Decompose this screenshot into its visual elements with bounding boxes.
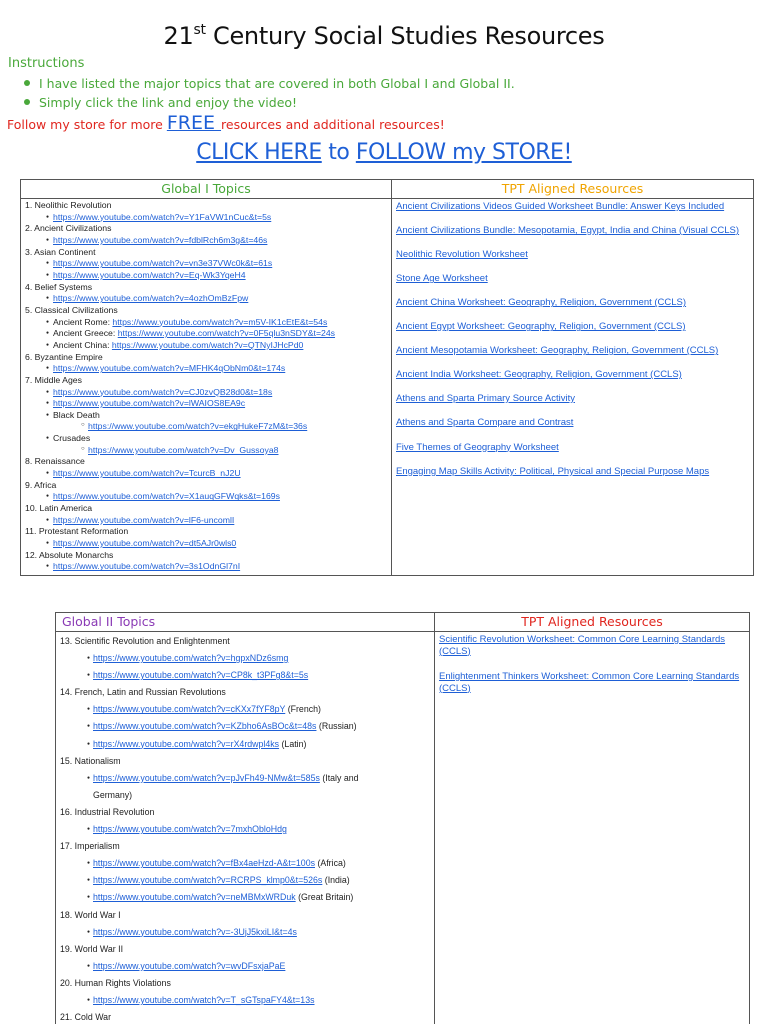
video-link[interactable]: https://www.youtube.com/watch?v=wvDFsxjaPaE xyxy=(93,960,286,971)
video-link[interactable]: https://www.youtube.com/watch?v=3s1OdnGl7nI xyxy=(53,561,241,572)
title-superscript: st xyxy=(193,22,206,38)
subtopic-item xyxy=(25,410,388,422)
global1-topics-cell xyxy=(21,199,392,576)
topic-heading: 2. Ancient Civilizations xyxy=(25,223,112,234)
resource-item xyxy=(396,249,749,261)
instruction-item xyxy=(24,74,515,93)
resource-link[interactable]: Athens and Sparta Primary Source Activity xyxy=(396,392,575,404)
follow-store-link[interactable] xyxy=(0,140,768,165)
topic-heading: 16. Industrial Revolution xyxy=(60,806,155,817)
resource-link[interactable]: Ancient Civilizations Bundle: Mesopotamia, Egypt, India and China (Visual CCLS) xyxy=(396,224,740,236)
video-suffix-continued: Germany) xyxy=(93,789,133,800)
video-list-item xyxy=(25,317,388,329)
subtopic-label: Crusades xyxy=(53,433,91,444)
topic-heading: 5. Classical Civilizations xyxy=(25,304,118,315)
video-list-item xyxy=(60,993,430,1010)
resource-item xyxy=(396,417,749,429)
video-list-item xyxy=(25,235,388,247)
topic-heading: 7. Middle Ages xyxy=(25,374,82,385)
topic-heading: 1. Neolithic Revolution xyxy=(25,200,112,210)
resource-item xyxy=(396,225,749,237)
topic-heading: 4. Belief Systems xyxy=(25,281,93,292)
video-suffix: (Italy and xyxy=(319,772,359,783)
video-label: Ancient Greece: xyxy=(53,328,118,339)
click-here-link[interactable]: CLICK HERE xyxy=(196,140,322,165)
title-text: Century Social Studies Resources xyxy=(205,22,605,50)
follow-my-store-link[interactable]: FOLLOW my STORE! xyxy=(355,140,572,165)
topic-heading: 12. Absolute Monarchs xyxy=(25,549,114,560)
resource-link[interactable]: Scientific Revolution Worksheet: Common Core Learning Standards (CCLS) xyxy=(439,634,726,657)
resource-item xyxy=(396,201,749,213)
video-suffix: (French) xyxy=(285,704,321,715)
resource-item xyxy=(396,321,749,333)
video-list-item xyxy=(25,387,388,399)
video-suffix: (Latin) xyxy=(279,738,307,749)
global1-topics-header: Global I Topics xyxy=(21,180,392,199)
topic-heading: 11. Protestant Reformation xyxy=(25,526,129,537)
topic-heading: 9. Africa xyxy=(25,479,57,490)
instruction-item xyxy=(24,93,515,112)
video-link[interactable]: https://www.youtube.com/watch?v=0F5qlu3nSDY&t=24s xyxy=(117,328,336,339)
video-link[interactable]: https://www.youtube.com/watch?v=RCRPS_klmp0&t=526s xyxy=(93,875,323,886)
video-list-item xyxy=(60,737,430,754)
global1-resources-cell xyxy=(392,199,754,576)
topic-heading: 10. Latin America xyxy=(25,503,93,514)
video-list-item xyxy=(60,651,430,668)
video-link[interactable]: https://www.youtube.com/watch?v=QTNyIJHcPd0 xyxy=(111,339,304,350)
topic-heading: 19. World War II xyxy=(60,943,124,954)
resource-item xyxy=(396,466,749,478)
follow-store-line xyxy=(7,112,445,134)
follow-pre-text: Follow my store for more xyxy=(7,117,167,132)
global1-table xyxy=(20,179,754,576)
video-list-item xyxy=(60,890,430,907)
subtopic-item xyxy=(25,433,388,445)
video-link[interactable]: https://www.youtube.com/watch?v=vn3e37VWc0k&t=61s xyxy=(53,258,273,269)
video-sublist-item xyxy=(25,421,388,433)
topic-heading: 3. Asian Continent xyxy=(25,246,96,257)
video-suffix: (Russian) xyxy=(316,721,357,732)
topic-heading: 14. French, Latin and Russian Revolutions xyxy=(60,687,226,698)
video-list-item xyxy=(25,212,388,224)
video-list-item xyxy=(60,719,430,736)
video-list-item xyxy=(25,561,388,573)
instructions-heading: Instructions xyxy=(8,56,85,71)
topic-heading: 20. Human Rights Violations xyxy=(60,977,171,988)
global1-resources-header: TPT Aligned Resources xyxy=(392,180,754,199)
topic-heading: 17. Imperialism xyxy=(60,841,120,852)
resource-item xyxy=(396,273,749,285)
follow-post-text: resources and additional resources! xyxy=(221,117,445,132)
topic-heading: 6. Byzantine Empire xyxy=(25,351,103,362)
resource-link[interactable]: Athens and Sparta Compare and Contrast xyxy=(396,417,574,429)
video-link[interactable]: https://www.youtube.com/watch?v=TcurcB_nJ2U xyxy=(53,468,241,479)
video-link[interactable]: https://www.youtube.com/watch?v=pJvFh49-NMw&t=585s xyxy=(93,772,320,783)
topic-heading: 18. World War I xyxy=(60,909,121,920)
bullet-icon xyxy=(24,99,30,105)
resource-item xyxy=(439,671,745,694)
resource-link[interactable]: Ancient China Worksheet: Geography, Religion, Government (CCLS) xyxy=(396,297,687,309)
video-label: Ancient Rome: xyxy=(53,316,113,327)
video-suffix: (India) xyxy=(322,875,350,886)
resource-item xyxy=(396,345,749,357)
video-link[interactable]: https://www.youtube.com/watch?v=CJ0zvQB28d0&t=18s xyxy=(53,386,273,397)
video-list-item xyxy=(60,822,430,839)
video-link[interactable]: https://www.youtube.com/watch?v=dt5AJr0wls0 xyxy=(53,538,237,549)
global2-topics-header: Global II Topics xyxy=(56,613,435,632)
title-number: 21 xyxy=(163,22,194,50)
video-list-item xyxy=(25,258,388,270)
video-list-item xyxy=(25,515,388,527)
video-sublist-item xyxy=(25,445,388,457)
instruction-text: I have listed the major topics that are covered in both Global I and Global II. xyxy=(39,76,515,91)
resource-item xyxy=(396,297,749,309)
global2-resources-cell xyxy=(435,632,750,1024)
resource-link[interactable]: Ancient Civilizations Videos Guided Worksheet Bundle: Answer Keys Included xyxy=(396,201,725,212)
video-suffix: (Africa) xyxy=(315,858,346,869)
video-link[interactable]: https://www.youtube.com/watch?v=T_sGTspaFY4&t=13s xyxy=(93,994,315,1005)
resource-link[interactable]: Ancient India Worksheet: Geography, Religion, Government (CCLS) xyxy=(396,369,682,381)
page-title xyxy=(0,22,768,50)
video-link[interactable]: https://www.youtube.com/watch?v=KZbho6AsBOc&t=48s xyxy=(93,721,317,732)
video-link[interactable]: https://www.youtube.com/watch?v=hgpxNDz6smg xyxy=(93,653,289,664)
video-list-item xyxy=(60,856,430,873)
video-list-item xyxy=(60,873,430,890)
instructions-list xyxy=(24,74,515,112)
video-link[interactable]: https://www.youtube.com/watch?v=lWAIOS8EA9c xyxy=(53,398,246,409)
video-link[interactable]: https://www.youtube.com/watch?v=fBx4aeHzd-A&t=100s xyxy=(93,858,315,869)
video-link[interactable]: https://www.youtube.com/watch?v=fdblRch6m3g&t=46s xyxy=(53,234,268,245)
resource-link[interactable]: Stone Age Worksheet xyxy=(396,273,488,285)
video-list-item xyxy=(25,398,388,410)
video-list-item xyxy=(25,328,388,340)
video-link[interactable]: https://www.youtube.com/watch?v=neMBMxWRDuk xyxy=(93,892,296,903)
video-link[interactable]: https://www.youtube.com/watch?v=ekgHukeF7zM&t=36s xyxy=(88,421,308,432)
resource-link[interactable]: Engaging Map Skills Activity: Political, Physical and Special Purpose Maps xyxy=(396,465,710,477)
subtopic-label: Black Death xyxy=(53,409,100,420)
resource-link[interactable]: Neolithic Revolution Worksheet xyxy=(396,248,528,260)
video-list-item xyxy=(60,771,430,788)
video-list-item xyxy=(60,668,430,685)
free-link[interactable]: FREE xyxy=(166,112,222,134)
video-list-item xyxy=(60,959,430,976)
video-link[interactable]: https://www.youtube.com/watch?v=Eq-Wk3YqeH4 xyxy=(53,269,246,280)
resource-item xyxy=(396,369,749,381)
click-here-to: to xyxy=(321,140,356,165)
resource-link[interactable]: Enlightenment Thinkers Worksheet: Common Core Learning Standards (CCLS) xyxy=(439,671,740,694)
resource-item xyxy=(439,634,745,657)
resource-item xyxy=(396,393,749,405)
video-list-item xyxy=(60,925,430,942)
global2-topics-cell xyxy=(56,632,435,1024)
bullet-icon xyxy=(24,80,30,86)
video-link[interactable]: https://www.youtube.com/watch?v=CP8k_t3PFg8&t=5s xyxy=(93,670,309,681)
global2-resources-header: TPT Aligned Resources xyxy=(435,613,750,632)
instruction-text: Simply click the link and enjoy the video! xyxy=(39,95,298,110)
video-list-item xyxy=(25,491,388,503)
topic-heading: 13. Scientific Revolution and Enlightenment xyxy=(60,636,230,646)
video-link[interactable]: https://www.youtube.com/watch?v=rX4rdwpl4ks xyxy=(93,738,280,749)
global2-table xyxy=(55,612,750,1024)
video-link[interactable]: https://www.youtube.com/watch?v=cKXx7fYF8pY xyxy=(93,704,286,715)
resource-link[interactable]: Ancient Egypt Worksheet: Geography, Religion, Government (CCLS) xyxy=(396,321,686,333)
video-link[interactable]: https://www.youtube.com/watch?v=m5V-IK1cEtE&t=54s xyxy=(112,316,328,327)
topic-heading: 21. Cold War xyxy=(60,1012,112,1023)
video-list-item xyxy=(25,293,388,305)
video-list-item xyxy=(60,702,430,719)
video-link[interactable]: https://www.youtube.com/watch?v=4ozhOmBzFpw xyxy=(53,293,249,304)
video-label: Ancient China: xyxy=(53,339,112,350)
video-link[interactable]: https://www.youtube.com/watch?v=lF6-uncomlI xyxy=(53,514,235,525)
topic-heading: 15. Nationalism xyxy=(60,755,121,766)
video-list-item xyxy=(25,270,388,282)
resource-link[interactable]: Five Themes of Geography Worksheet xyxy=(396,441,559,453)
video-link[interactable]: https://www.youtube.com/watch?v=7mxhObloHdg xyxy=(93,824,287,835)
video-link[interactable]: https://www.youtube.com/watch?v=-3UjJ5kxiLI&t=4s xyxy=(93,926,297,937)
video-list-item xyxy=(25,468,388,480)
video-suffix: (Great Britain) xyxy=(295,892,354,903)
resource-item xyxy=(396,442,749,454)
video-list-item xyxy=(25,340,388,352)
video-list-item xyxy=(25,363,388,375)
video-link[interactable]: https://www.youtube.com/watch?v=Dv_Gussoya8 xyxy=(88,444,279,455)
video-list-item xyxy=(25,538,388,550)
video-link[interactable]: https://www.youtube.com/watch?v=MFHK4qObNm0&t=174s xyxy=(53,363,286,374)
topic-heading: 8. Renaissance xyxy=(25,456,85,467)
video-link[interactable]: https://www.youtube.com/watch?v=Y1FaVW1nCuc&t=5s xyxy=(53,211,272,222)
video-link[interactable]: https://www.youtube.com/watch?v=X1auqGFWqks&t=169s xyxy=(53,491,280,502)
resource-link[interactable]: Ancient Mesopotamia Worksheet: Geography, Religion, Government (CCLS) xyxy=(396,345,719,357)
